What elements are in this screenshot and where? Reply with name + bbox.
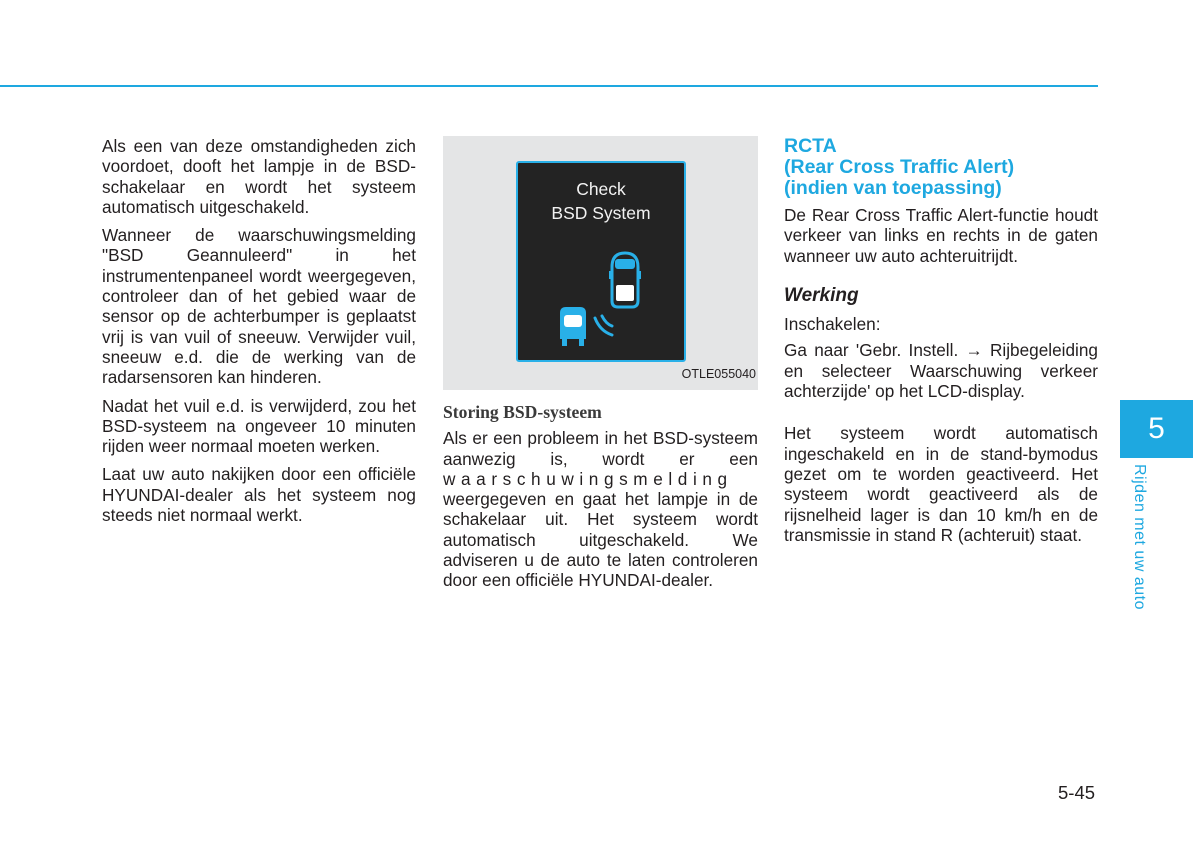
- chapter-title: Rijden met uw auto: [1131, 464, 1148, 610]
- chapter-tab: 5: [1120, 400, 1193, 458]
- paragraph-part: Als er een probleem in het BSD-systeem aanwezig is, wordt er een: [443, 428, 758, 469]
- page-number: 5-45: [1058, 782, 1096, 803]
- paragraph: Wanneer de waarschuwingsmelding "BSD Geannuleerd" in het instrumentenpaneel wordt weergegeven, controleer dan of het gebied waar de sensor op de achterbumper is geplaatst vrij is van vuil of sneeuw. Verwijder vuil, sneeuw e.d. die de werking van de radarsensoren kan hinderen.: [102, 225, 416, 388]
- figure-code: OTLE055040: [681, 366, 756, 381]
- paragraph: Als een van deze omstandigheden zich voordoet, dooft het lampje in de BSD-schakelaar en wordt het systeem automatisch uitgeschakeld.: [102, 136, 416, 217]
- heading-line: RCTA: [784, 135, 837, 157]
- sub-heading: Werking: [784, 284, 859, 306]
- paragraph-part: weergegeven en gaat het lampje in de schakelaar uit. Het systeem wordt automatisch uitgeschakeld. We adviseren u de auto te laten controleren door een officiële HYUNDAI-dealer.: [443, 489, 758, 591]
- section-heading: [784, 136, 1098, 199]
- paragraph: Nadat het vuil e.d. is verwijderd, zou het BSD-systeem na ongeveer 10 minuten rijden weer normaal moeten werken.: [102, 395, 416, 457]
- paragraph: Ga naar 'Gebr. Instell. → Rijbegeleiding en selecteer Waarschuwing verkeer achterzijde' op het LCD-display.: [784, 340, 1098, 402]
- heading-line: (Rear Cross Traffic Alert): [784, 156, 1015, 178]
- paragraph: De Rear Cross Traffic Alert-functie houdt verkeer van links en rechts in de gaten wanneer uw auto achteruitrijdt.: [784, 205, 1098, 266]
- column-middle: [443, 136, 758, 591]
- paragraph: Laat uw auto nakijken door een officiële HYUNDAI-dealer als het systeem nog steeds niet normaal werkt.: [102, 464, 416, 526]
- column-right: [784, 136, 1098, 553]
- display-line-check: Check: [576, 179, 626, 199]
- bsd-warning-icon: [518, 163, 684, 360]
- spaced-word: waarschuwingsmelding: [443, 468, 733, 489]
- bsd-figure: [443, 136, 758, 390]
- display-line-bsd: BSD System: [551, 203, 651, 223]
- header-rule: [0, 85, 1098, 87]
- paragraph: Het systeem wordt automatisch ingeschakeld en in de stand-bymodus gezet om te worden geactiveerd. Het systeem wordt geactiveerd als de rijsnelheid lager is dan 10 km/h en de transmissie in stand R (achteruit) staat.: [784, 423, 1098, 545]
- figure-caption: Storing BSD-systeem: [443, 402, 602, 422]
- paragraph: [443, 428, 758, 590]
- paragraph: Inschakelen:: [784, 314, 881, 335]
- heading-line: (indien van toepassing): [784, 177, 1002, 199]
- column-left: [102, 136, 416, 533]
- cluster-display: [516, 161, 686, 362]
